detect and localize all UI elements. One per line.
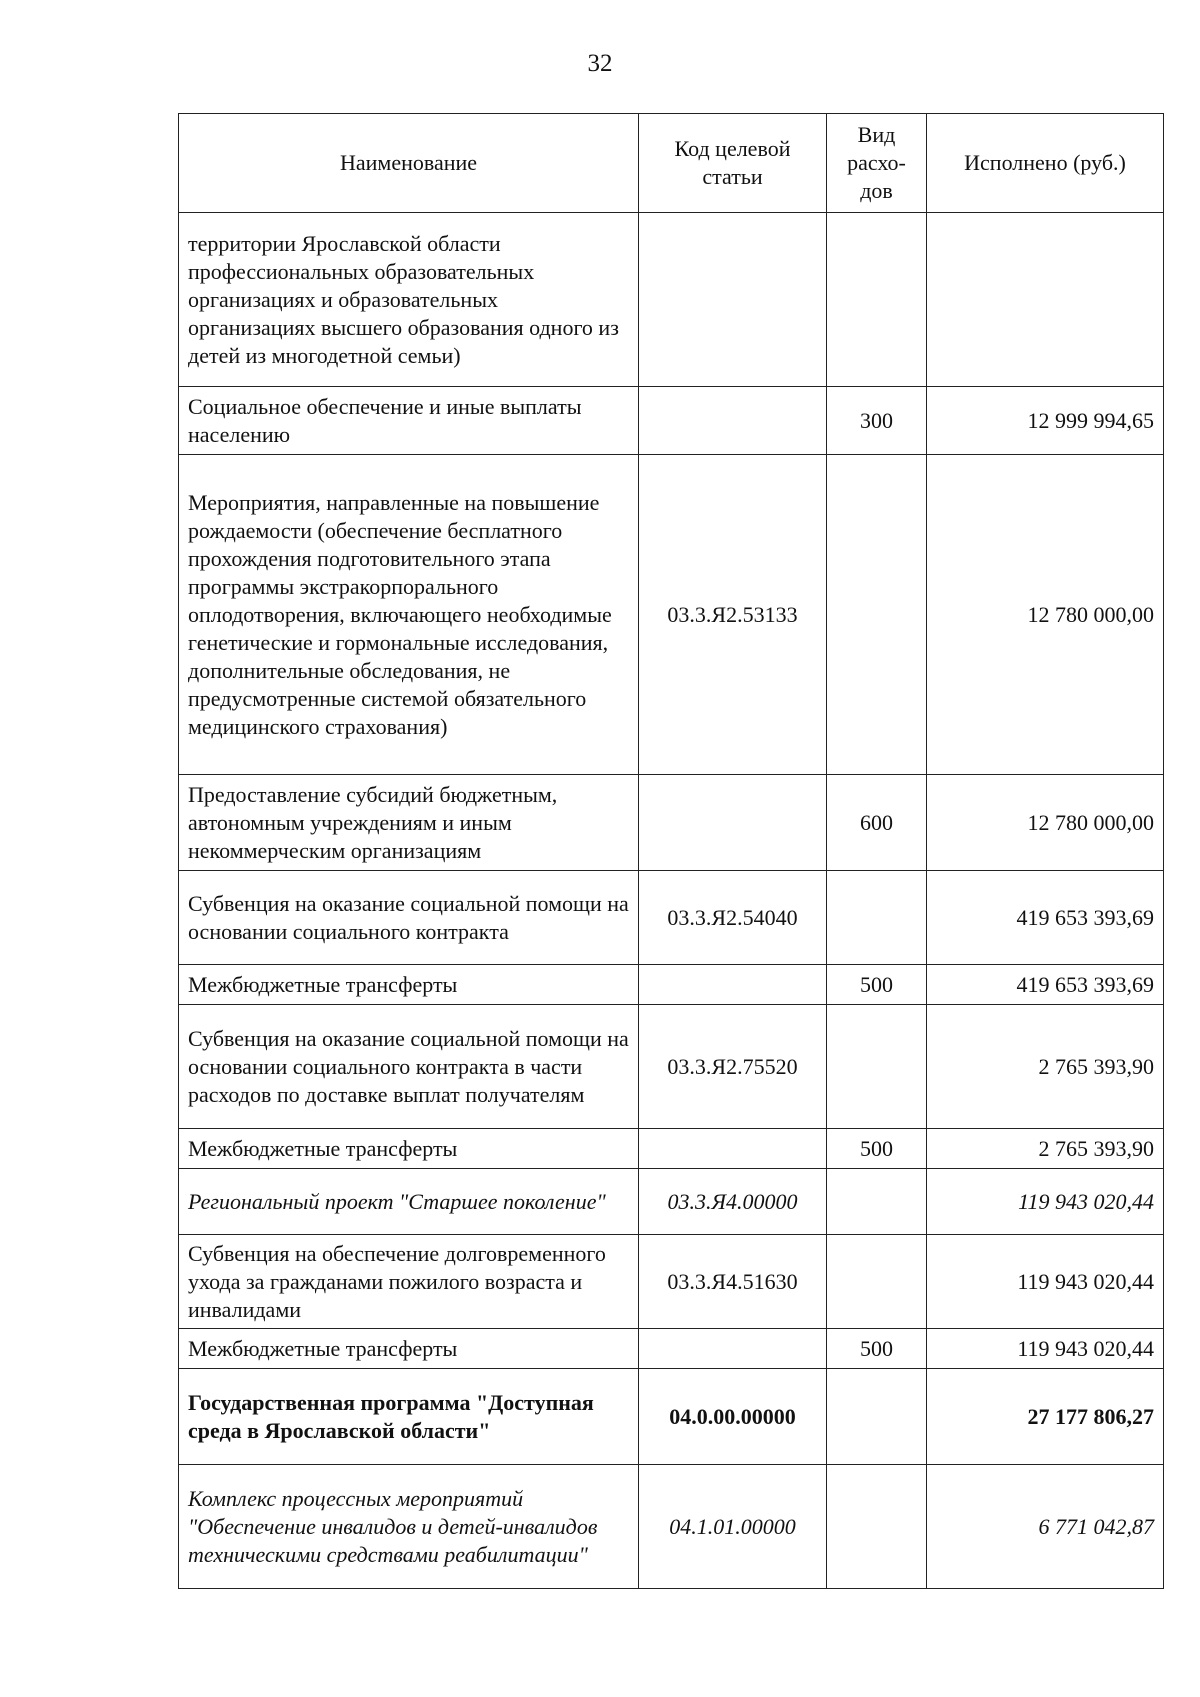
row-code: 03.3.Я4.00000	[639, 1169, 827, 1235]
table-row	[179, 455, 1164, 775]
row-code	[639, 213, 827, 387]
header-code: Код целевой статьи	[639, 114, 827, 213]
row-name: Субвенция на оказание социальной помощи на основании социального контракта	[179, 871, 639, 965]
table-row	[179, 387, 1164, 455]
row-name: Межбюджетные трансферты	[179, 1329, 639, 1369]
row-name: Субвенция на обеспечение долговременного ухода за гражданами пожилого возраста и инвалидами	[179, 1235, 639, 1329]
row-code: 03.3.Я4.51630	[639, 1235, 827, 1329]
header-sum: Исполнено (руб.)	[927, 114, 1164, 213]
row-kind: 300	[827, 387, 927, 455]
row-sum: 12 780 000,00	[927, 775, 1164, 871]
row-name: Государственная программа "Доступная среда в Ярославской области"	[179, 1369, 639, 1465]
row-code	[639, 1329, 827, 1369]
row-kind: 500	[827, 1329, 927, 1369]
row-kind	[827, 213, 927, 387]
table-row	[179, 213, 1164, 387]
row-sum: 12 999 994,65	[927, 387, 1164, 455]
row-kind	[827, 1169, 927, 1235]
row-name: Комплекс процессных мероприятий "Обеспечение инвалидов и детей-инвалидов техническими средствами реабилитации"	[179, 1465, 639, 1589]
row-name: Предоставление субсидий бюджетным, автономным учреждениям и иным некоммерческим организациям	[179, 775, 639, 871]
row-kind	[827, 1235, 927, 1329]
row-sum: 419 653 393,69	[927, 871, 1164, 965]
table-row	[179, 1369, 1164, 1465]
row-sum: 6 771 042,87	[927, 1465, 1164, 1589]
row-kind: 500	[827, 965, 927, 1005]
header-kind: Вид расхо-дов	[827, 114, 927, 213]
table-row	[179, 1129, 1164, 1169]
table-row	[179, 775, 1164, 871]
row-sum: 119 943 020,44	[927, 1329, 1164, 1369]
row-name: Мероприятия, направленные на повышение рождаемости (обеспечение бесплатного прохождения подготовительного этапа программы экстракорпорального оплодотворения, включающего необходимые генетические и гормональные исследования, дополнительные обследования, не предусмотренные системой обязательного медицинского страхования)	[179, 455, 639, 775]
row-kind: 500	[827, 1129, 927, 1169]
table-row	[179, 1329, 1164, 1369]
row-sum	[927, 213, 1164, 387]
row-sum: 419 653 393,69	[927, 965, 1164, 1005]
row-kind	[827, 871, 927, 965]
row-code	[639, 775, 827, 871]
header-name: Наименование	[179, 114, 639, 213]
row-code	[639, 1129, 827, 1169]
page-number: 32	[587, 50, 613, 77]
row-sum: 2 765 393,90	[927, 1129, 1164, 1169]
row-code: 03.3.Я2.54040	[639, 871, 827, 965]
row-kind	[827, 1005, 927, 1129]
row-sum: 2 765 393,90	[927, 1005, 1164, 1129]
table-row	[179, 1169, 1164, 1235]
row-name: территории Ярославской области профессиональных образовательных организациях и образовательных организациях высшего образования одного из детей из многодетной семьи)	[179, 213, 639, 387]
row-code: 03.3.Я2.53133	[639, 455, 827, 775]
row-name: Региональный проект "Старшее поколение"	[179, 1169, 639, 1235]
budget-execution-table	[178, 113, 1164, 1589]
row-code: 03.3.Я2.75520	[639, 1005, 827, 1129]
row-code	[639, 965, 827, 1005]
row-code: 04.1.01.00000	[639, 1465, 827, 1589]
row-kind: 600	[827, 775, 927, 871]
table-row	[179, 1235, 1164, 1329]
table-header-row	[179, 114, 1164, 213]
row-kind	[827, 1369, 927, 1465]
row-kind	[827, 1465, 927, 1589]
row-name: Социальное обеспечение и иные выплаты населению	[179, 387, 639, 455]
table-row	[179, 871, 1164, 965]
row-sum: 12 780 000,00	[927, 455, 1164, 775]
row-sum: 27 177 806,27	[927, 1369, 1164, 1465]
table-row	[179, 1005, 1164, 1129]
row-sum: 119 943 020,44	[927, 1169, 1164, 1235]
row-code	[639, 387, 827, 455]
table-row	[179, 965, 1164, 1005]
row-kind	[827, 455, 927, 775]
row-name: Межбюджетные трансферты	[179, 1129, 639, 1169]
row-sum: 119 943 020,44	[927, 1235, 1164, 1329]
row-name: Субвенция на оказание социальной помощи на основании социального контракта в части расходов по доставке выплат получателям	[179, 1005, 639, 1129]
row-name: Межбюджетные трансферты	[179, 965, 639, 1005]
row-code: 04.0.00.00000	[639, 1369, 827, 1465]
table-row	[179, 1465, 1164, 1589]
